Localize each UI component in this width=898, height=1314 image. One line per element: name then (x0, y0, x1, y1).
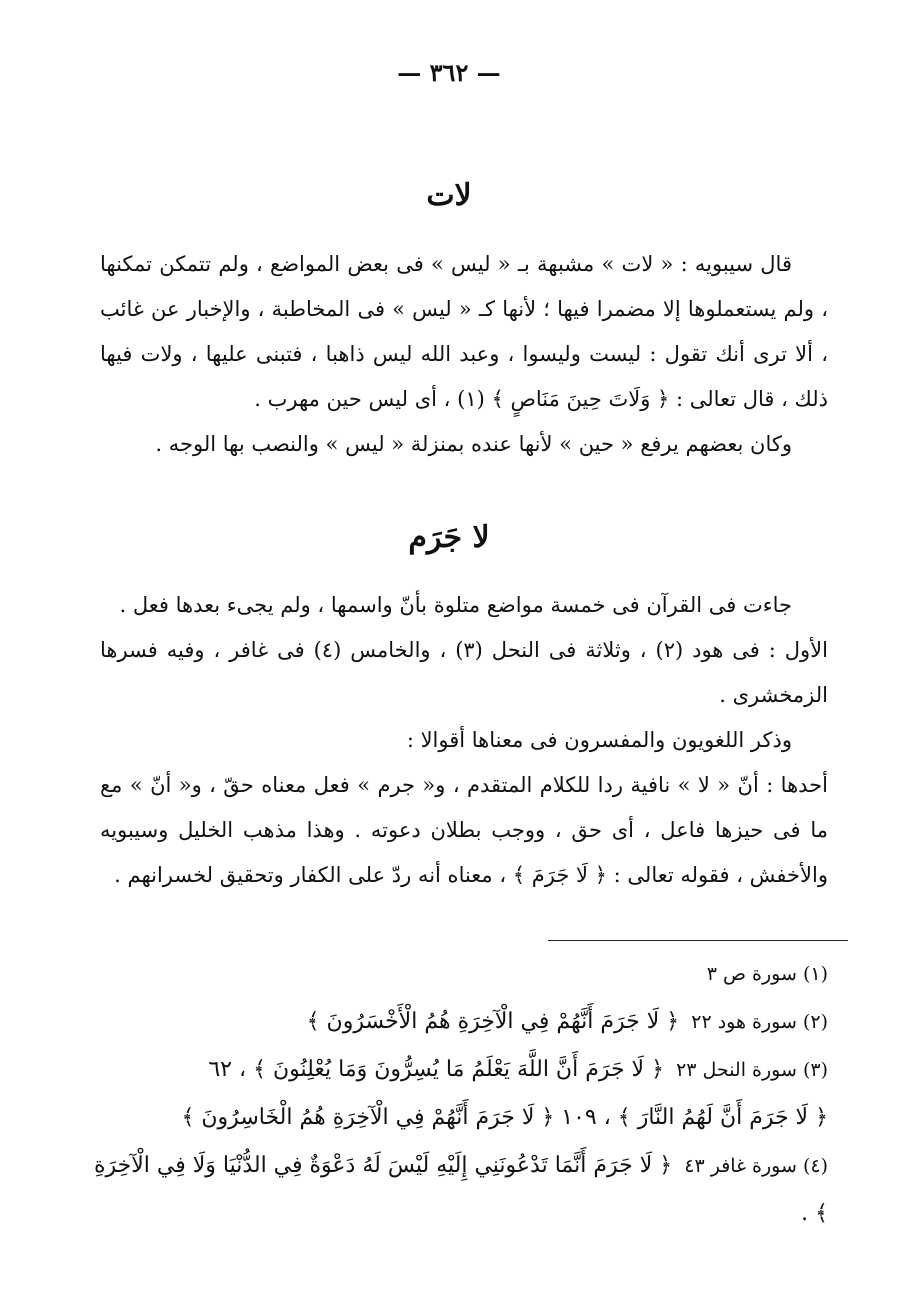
paragraph: وذكر اللغويون والمفسرون فى معناها أقوالا : (406, 728, 792, 752)
section-title-lat: لات (426, 178, 472, 213)
footnote-quote: ﴿ لَا جَرَمَ أَنَّمَا تَدْعُونَنِي إِلَيْهِ لَيْسَ لَهُ دَعْوَةٌ فِي الدُّنْيَا وَلَا فِي الْآخِرَةِ ﴾ . (93, 1153, 828, 1226)
footnote-quote: ﴿ لَا جَرَمَ أَنَّهُمْ فِي الْآخِرَةِ هُمُ الْأَخْسَرُونَ ﴾ (306, 1009, 680, 1034)
page-number: — ٣٦٢ — (397, 58, 501, 87)
footnote-quote: ﴿ لَا جَرَمَ أَنَّ اللَّهَ يَعْلَمُ مَا يُسِرُّونَ وَمَا يُعْلِنُونَ ﴾ ، ٦٢ (208, 1057, 664, 1082)
footnote (88, 998, 828, 1046)
paragraph: أحدها : أنّ « لا » نافية ردا للكلام المتقدم ، و« جرم » فعل معناه حقّ ، و« أنّ » مع ما فى حيزها فاعل ، أى حق ، ووجب بطلان دعوته . وهذا مذهب الخليل وسيبويه والأخفش ، فقوله تعالى : ﴿ لَا جَرَمَ ﴾ ، معناه أنه ردّ على الكفار وتحقيق لخسرانهم . (100, 773, 828, 887)
footnote (88, 1094, 828, 1142)
paragraph: وكان بعضهم يرفع « حين » لأنها عنده بمنزلة « ليس » والنصب بها الوجه . (155, 432, 792, 456)
paragraph: جاءت فى القرآن فى خمسة مواضع متلوة بأنّ واسمها ، ولم يجىء بعدها فعل . (119, 593, 792, 617)
section-title-la-jarama: لا جَرَم (408, 520, 490, 555)
footnotes (88, 950, 828, 1238)
footnote-label: (١) سورة ص ٣ (706, 963, 828, 985)
footnote (88, 1142, 828, 1238)
paragraph: الأول : فى هود (٢) ، وثلاثة فى النحل (٣) ، والخامس (٤) فى غافر ، وفيه فسرها الزمخشرى . (100, 638, 828, 707)
paragraph: قال سيبويه : « لات » مشبهة بـ « ليس » فى بعض المواضع ، ولم تتمكن تمكنها ، ولم يستعملوها إلا مضمرا فيها ؛ لأنها كـ « ليس » فى المخاطبة ، والإخبار عن غائب ، ألا ترى أنك تقول : ليست وليسوا ، وعبد الله ليس ذاهبا ، فتبنى عليها ، ولات فيها ذلك ، قال تعالى : ﴿ وَلَاتَ حِينَ مَنَاصٍ ﴾ (١) ، أى ليس حين مهرب . (100, 252, 828, 411)
footnote-label: (٣) سورة النحل ٢٣ (676, 1059, 828, 1081)
section-la-jarama-body (100, 583, 828, 898)
footnote-divider (548, 940, 848, 941)
section-lat-body (100, 242, 828, 467)
footnote (88, 950, 828, 998)
footnote-label: (٢) سورة هود ٢٢ (691, 1011, 828, 1033)
footnote-label: (٤) سورة غافر ٤٣ (684, 1155, 828, 1177)
footnote-quote: ﴿ لَا جَرَمَ أَنَّ لَهُمُ النَّارَ ﴾ ، ١٠٩ ﴿ لَا جَرَمَ أَنَّهُمْ فِي الْآخِرَةِ هُمُ الْخَاسِرُونَ ﴾ (181, 1105, 828, 1130)
footnote (88, 1046, 828, 1094)
